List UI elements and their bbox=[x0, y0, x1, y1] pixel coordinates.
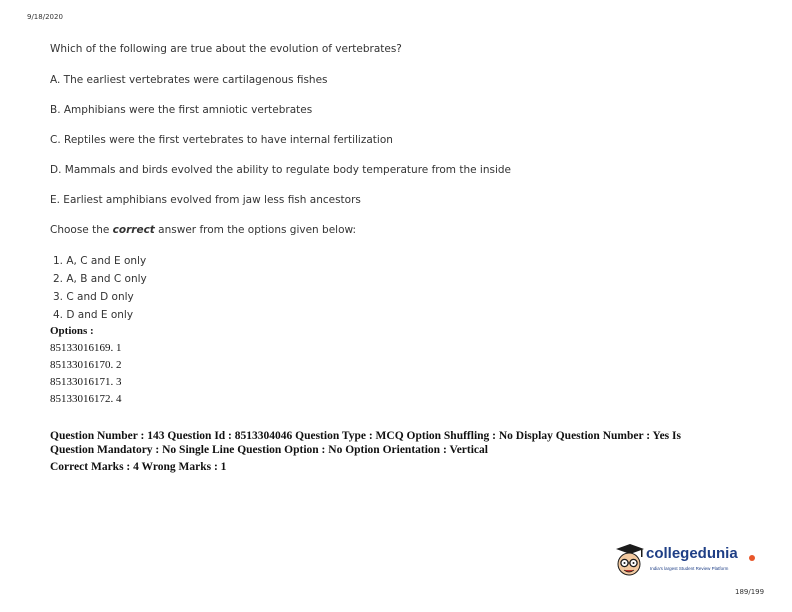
instruction-prefix: Choose the bbox=[50, 224, 113, 236]
choice-2: 2. A, B and C only bbox=[53, 273, 147, 285]
brand-name: collegedunia bbox=[646, 545, 738, 562]
meta-line-3: Correct Marks : 4 Wrong Marks : 1 bbox=[50, 461, 227, 473]
option-code-2: 85133016170. 2 bbox=[50, 359, 122, 371]
brand-tagline: India's largest Student Review Platform bbox=[650, 566, 729, 571]
instruction-emphasis: correct bbox=[112, 224, 155, 236]
print-date: 9/18/2020 bbox=[27, 13, 63, 21]
choice-1: 1. A, C and E only bbox=[53, 255, 147, 267]
options-title: Options : bbox=[50, 325, 94, 337]
statement-b: B. Amphibians were the first amniotic vertebrates bbox=[50, 104, 313, 116]
brand-dot bbox=[749, 555, 755, 561]
statement-a: A. The earliest vertebrates were cartilagenous fishes bbox=[50, 74, 328, 86]
option-code-1: 85133016169. 1 bbox=[50, 342, 122, 354]
page-number: 189/199 bbox=[735, 588, 765, 596]
statement-d: D. Mammals and birds evolved the ability to regulate body temperature from the inside bbox=[50, 164, 512, 176]
statement-e: E. Earliest amphibians evolved from jaw less fish ancestors bbox=[50, 194, 361, 206]
option-code-3: 85133016171. 3 bbox=[50, 376, 122, 388]
statement-c: C. Reptiles were the first vertebrates to have internal fertilization bbox=[50, 134, 393, 146]
mascot-icon bbox=[612, 543, 646, 581]
instruction-suffix: answer from the options given below: bbox=[154, 224, 357, 236]
meta-line-2: Question Mandatory : No Single Line Question Option : No Option Orientation : Vertical bbox=[50, 444, 488, 456]
option-code-4: 85133016172. 4 bbox=[50, 393, 122, 405]
choice-3: 3. C and D only bbox=[53, 291, 134, 303]
instruction bbox=[50, 224, 356, 236]
question-stem: Which of the following are true about the evolution of vertebrates? bbox=[50, 43, 402, 55]
choice-4: 4. D and E only bbox=[53, 309, 134, 321]
meta-line-1: Question Number : 143 Question Id : 8513304046 Question Type : MCQ Option Shuffling : No Display Question Number : Yes Is bbox=[50, 430, 681, 442]
